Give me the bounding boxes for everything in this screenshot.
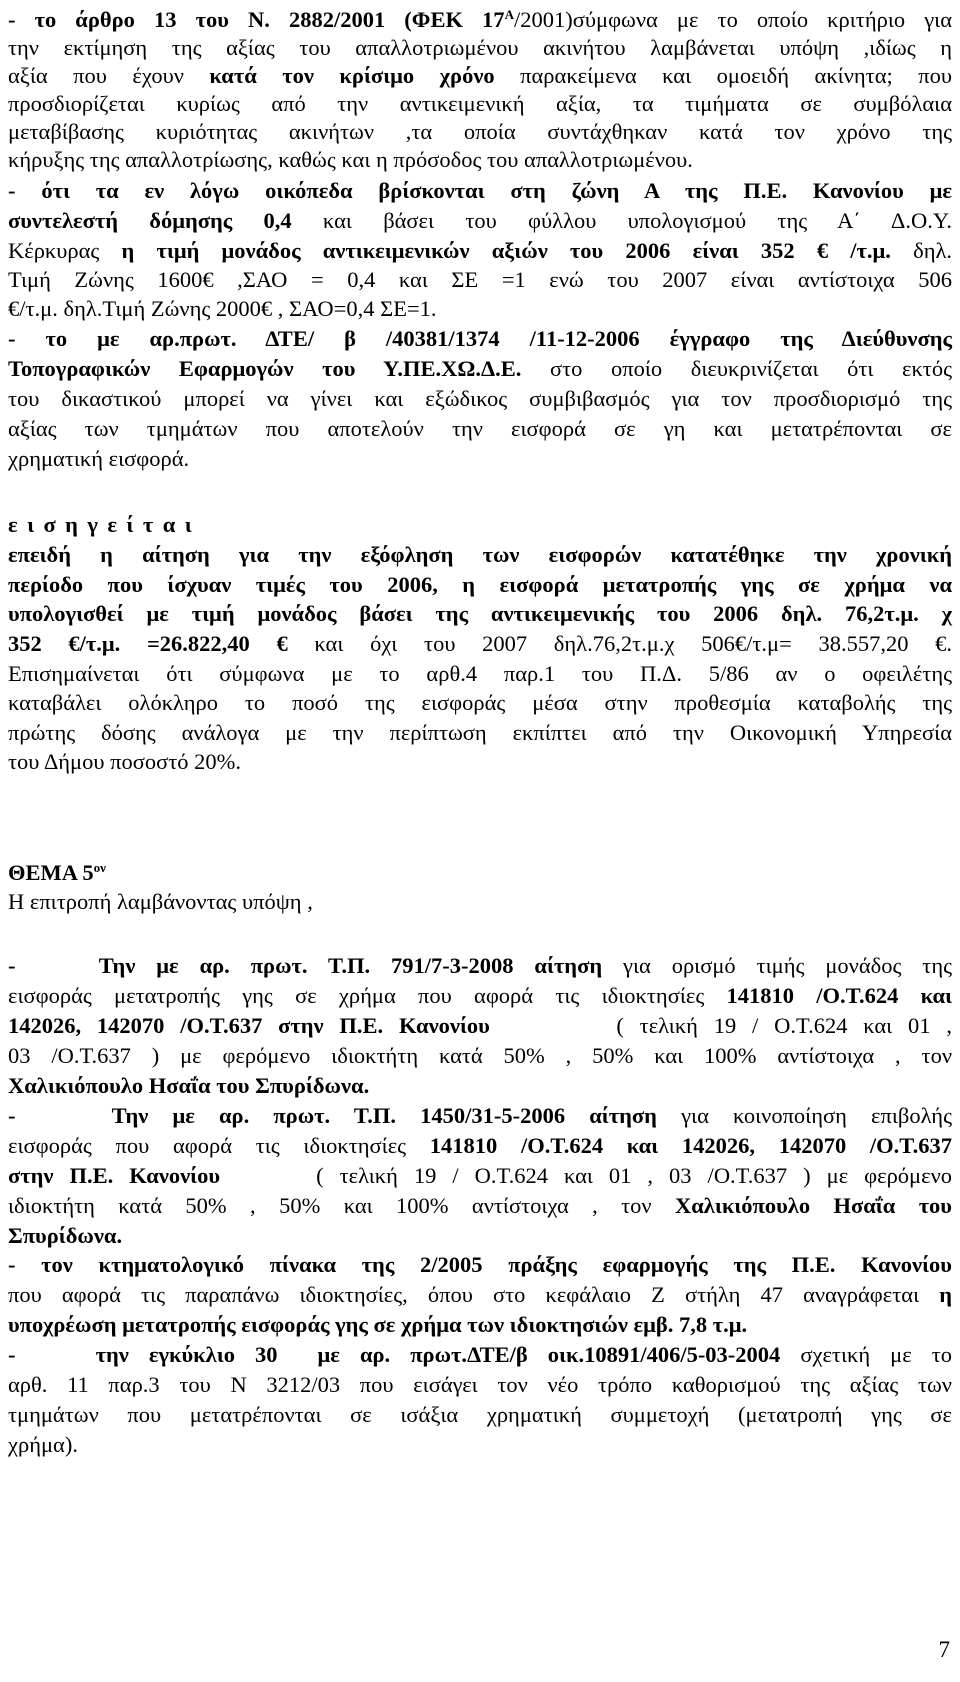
paragraph-line: επειδή η αίτηση για την εξόφληση των εισφορών κατατέθηκε την χρονική (8, 542, 952, 567)
topic-title (8, 859, 952, 887)
text-run: 352 €/τ.μ. =26.822,40 € (8, 631, 288, 656)
text-run: - το άρθρο 13 του Ν. 2882/2001 (ΦΕΚ 17 (8, 7, 505, 32)
paragraph-line: - ότι τα εν λόγω οικόπεδα βρίσκονται στη ζώνη Α της Π.Ε. Κανονίου με (8, 178, 952, 203)
paragraph-line (8, 630, 952, 658)
paragraph-line: υπολογισθεί με τιμή μονάδος βάσει της αντικειμενικής του 2006 δηλ. 76,2τ.μ. χ (8, 601, 952, 626)
text-run: και όχι του 2007 δηλ.76,2τ.μ.χ 506€/τ.μ= 38.557,20 €. (287, 631, 952, 656)
paragraph-line: του δικαστικού μπορεί να γίνει και εξώδικος συμβιβασμός για τον προσδιορισμό της (8, 386, 952, 411)
text-run: εισφοράς που αφορά τις ιδιοκτησίες (8, 1133, 430, 1158)
superscript: Α (504, 6, 514, 22)
list-item-line (8, 1012, 952, 1040)
list-item-line: - τον κτηματολογικό πίνακα της 2/2005 πράξης εφαρμογής της Π.Ε. Κανονίου (8, 1252, 952, 1277)
paragraph-line (8, 62, 952, 90)
superscript: ον (93, 859, 106, 875)
paragraph-line: Η επιτροπή λαμβάνοντας υπόψη , (8, 889, 313, 914)
text-run: στην Π.Ε. Κανονίου (8, 1163, 221, 1188)
list-item-line: 03 /Ο.Τ.637 ) με φερόμενο ιδιοκτήτη κατά 50% , 50% και 100% αντίστοιχα , τον (8, 1043, 952, 1068)
list-item-line (8, 952, 952, 980)
page-number: 7 (938, 1637, 950, 1662)
text-run: ( τελική 19 / Ο.Τ.624 και 01 , 03 /Ο.Τ.637 ) με φερόμενο (220, 1163, 952, 1188)
text-run: αξία που έχουν (8, 63, 210, 88)
text-run: ΘΕΜΑ 5 (8, 860, 94, 885)
text-run: που αφορά τις παραπάνω ιδιοκτησίες, όπου στο κεφάλαιο Ζ στήλη 47 αναγράφεται (8, 1282, 940, 1307)
list-item-line (8, 1281, 952, 1309)
paragraph-line: πρώτης δόσης ανάλογα με την περίπτωση εκπίπτει από την Οικονομική Υπηρεσία (8, 720, 952, 745)
paragraph-line (8, 237, 952, 265)
text-run: δηλ. (890, 238, 953, 263)
text-run: για ορισμό τιμής μονάδος της (602, 953, 952, 978)
list-item-line: χρήμα). (8, 1432, 78, 1457)
text-run: σχετική με το (780, 1342, 952, 1367)
paragraph-line (8, 6, 952, 34)
list-item-line: τμημάτων που μετατρέπονται σε ισάξια χρηματική συμμετοχή (μετατροπή γης σε (8, 1402, 952, 1427)
text-run: κατά τον κρίσιμο χρόνο (209, 63, 495, 88)
paragraph-line: περίοδο που ίσχυαν τιμές του 2006, η εισφορά μετατροπής γης σε χρήμα να (8, 572, 952, 597)
paragraph-line: Επισημαίνεται ότι σύμφωνα με το αρθ.4 παρ.1 του Π.Δ. 5/86 αν ο οφειλέτης (8, 661, 952, 686)
paragraph-line: - το με αρ.πρωτ. ΔΤΕ/ β /40381/1374 /11-12-2006 έγγραφο της Διεύθυνσης (8, 326, 952, 351)
paragraph-line (8, 207, 952, 235)
text-run: /2001)σύμφωνα με το οποίο κριτήριο για (514, 7, 952, 32)
text-run: - Την με αρ. πρωτ. Τ.Π. 1450/31-5-2006 αίτηση (8, 1103, 657, 1128)
list-item-line (8, 1192, 952, 1220)
list-item-line (8, 1341, 952, 1369)
paragraph-line: χρηματική εισφορά. (8, 446, 190, 471)
paragraph-line: του Δήμου ποσοστό 20%. (8, 749, 242, 774)
section-heading: εισηγείται (8, 512, 202, 537)
paragraph-line: €/τ.μ. δηλ.Τιμή Ζώνης 2000€ , ΣΑΟ=0,4 ΣΕ=1. (8, 296, 437, 321)
paragraph-line: αξίας των τμημάτων που αποτελούν την εισφορά σε γη και μετατρέπονται σε (8, 416, 952, 441)
paragraph-line: Τιμή Ζώνης 1600€ ,ΣΑΟ = 0,4 και ΣΕ =1 ενώ του 2007 είναι αντίστοιχα 506 (8, 267, 952, 292)
text-run: 141810 /Ο.Τ.624 και 142026, 142070 /Ο.Τ.637 (429, 1133, 953, 1158)
text-run: 141810 /Ο.Τ.624 και (726, 983, 952, 1008)
paragraph-line (8, 355, 952, 383)
text-run: συντελεστή δόμησης 0,4 (8, 208, 292, 233)
paragraph-line: καταβάλει ολόκληρο το ποσό της εισφοράς μέσα στην προθεσμία καταβολής της (8, 690, 952, 715)
paragraph-line: κήρυξης της απαλλοτρίωσης, καθώς και η πρόσοδος του απαλλοτριωμένου. (8, 147, 693, 172)
list-item-line (8, 1102, 952, 1130)
text-run: Τοπογραφικών Εφαρμογών του Υ.ΠΕ.ΧΩ.Δ.Ε. (8, 356, 522, 381)
text-run: στο οποίο διευκρινίζεται ότι εκτός (521, 356, 953, 381)
list-item-line: Σπυρίδωνα. (8, 1223, 123, 1248)
list-item-line: Χαλικιόπουλο Ησαΐα του Σπυρίδωνα. (8, 1073, 370, 1098)
list-item-line (8, 1162, 952, 1190)
text-run: η τιμή μονάδος αντικειμενικών αξιών του 2006 είναι 352 € /τ.μ. (121, 238, 891, 263)
text-run: ( τελική 19 / Ο.Τ.624 και 01 , (489, 1013, 952, 1038)
text-run: Χαλικιόπουλο Ησαΐα του (674, 1193, 952, 1218)
text-run: παρακείμενα και ομοειδή ακίνητα; που (494, 63, 953, 88)
list-item-line: υποχρέωση μετατροπής εισφοράς γης σε χρήμα των ιδιοκτησιών εμβ. 7,8 τ.μ. (8, 1312, 748, 1337)
text-run: - την εγκύκλιο 30 με αρ. πρωτ.ΔΤΕ/β οικ.10891/406/5-03-2004 (8, 1342, 781, 1367)
text-run: η (939, 1282, 952, 1307)
text-run: εισφοράς μετατροπής γης σε χρήμα που αφορά τις ιδιοκτησίες (8, 983, 727, 1008)
text-run: για κοινοποίηση επιβολής (656, 1103, 952, 1128)
text-run: και βάσει του φύλλου υπολογισμού της Α΄ Δ.Ο.Υ. (291, 208, 952, 233)
text-run: 142026, 142070 /Ο.Τ.637 στην Π.Ε. Κανονίου (8, 1013, 490, 1038)
list-item-line: αρθ. 11 παρ.3 του Ν 3212/03 που εισάγει τον νέο τρόπο καθορισμού της αξίας των (8, 1372, 952, 1397)
paragraph-line: μεταβίβασης κυριότητας ακινήτων ,τα οποία συντάχθηκαν κατά τον χρόνο της (8, 119, 952, 144)
paragraph-line: την εκτίμηση της αξίας του απαλλοτριωμένου ακινήτου λαμβάνεται υπόψη ,ιδίως η (8, 35, 952, 60)
text-run: ιδιοκτήτη κατά 50% , 50% και 100% αντίστοιχα , τον (8, 1193, 675, 1218)
list-item-line (8, 982, 952, 1010)
list-item-line (8, 1132, 952, 1160)
text-run: Κέρκυρας (8, 238, 122, 263)
paragraph-line: προσδιορίζεται κυρίως από την αντικειμενική αξία, τα τιμήματα σε συμβόλαια (8, 91, 952, 116)
text-run: - Την με αρ. πρωτ. Τ.Π. 791/7-3-2008 αίτηση (8, 953, 603, 978)
